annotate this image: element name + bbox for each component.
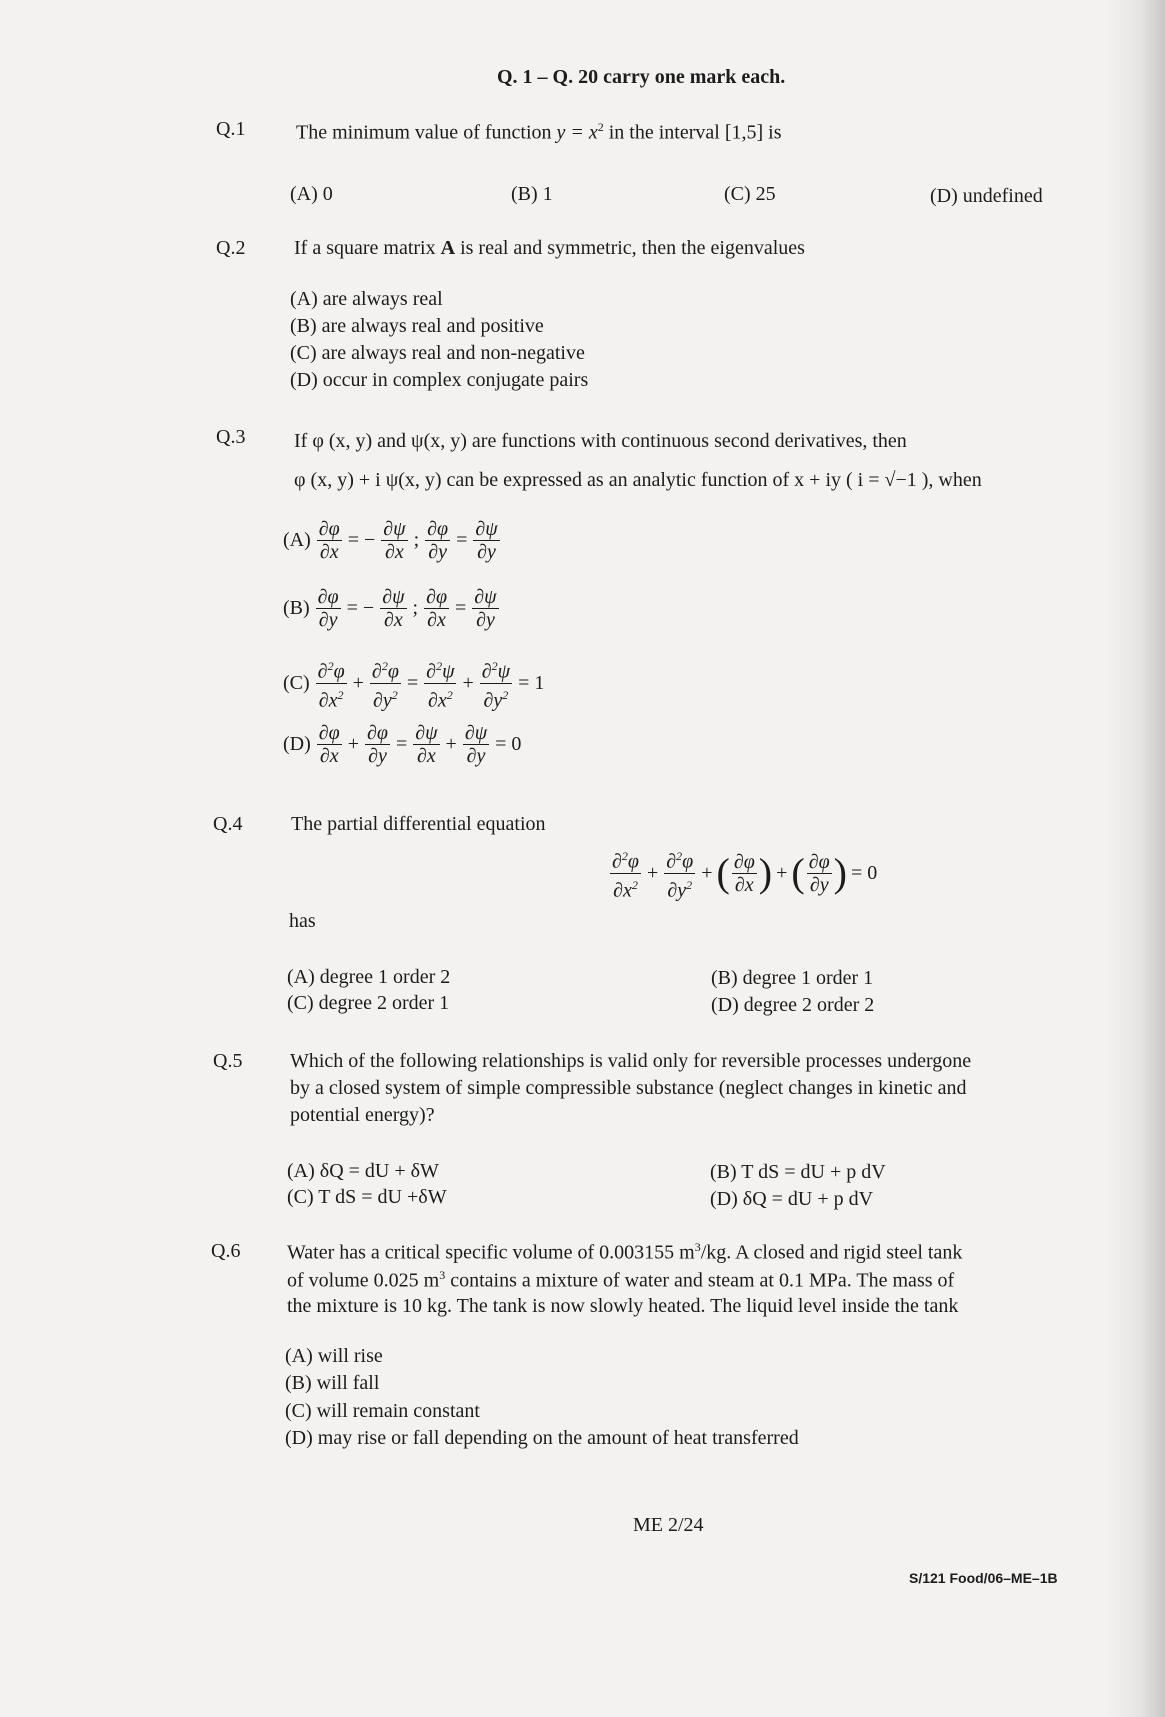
q4-has: has (289, 910, 316, 932)
document-code: S/121 Food/06–ME–1B (909, 1570, 1058, 1586)
q6-option-b[interactable]: (B) will fall (285, 1372, 380, 1394)
q1-option-d[interactable]: (D) undefined (930, 185, 1043, 207)
q1-option-b[interactable]: (B) 1 (511, 183, 553, 205)
q5-number: Q.5 (213, 1050, 243, 1072)
q4-option-c[interactable]: (C) degree 2 order 1 (287, 992, 450, 1014)
q2-number: Q.2 (216, 237, 246, 259)
q2-option-c[interactable]: (C) are always real and non-negative (290, 342, 585, 364)
section-header: Q. 1 – Q. 20 carry one mark each. (497, 66, 786, 88)
q4-option-d[interactable]: (D) degree 2 order 2 (711, 994, 875, 1016)
q2-option-b[interactable]: (B) are always real and positive (290, 315, 544, 337)
q1-number: Q.1 (216, 118, 246, 140)
q4-text: The partial differential equation (291, 813, 546, 835)
page-number: ME 2/24 (633, 1514, 704, 1536)
q4-equation: $\frac{\partial^2\varphi}{\partial x^2}$ + $\frac{\partial^2\varphi}{\partial y^2}$ + ( $\frac{\partial\varphi}{\partial x}$ ) + ( $\frac{\partial\varphi}{\partial y}$ ) = 0 (608, 845, 881, 901)
q6-option-d[interactable]: (D) may rise or fall depending on the amount of heat transferred (285, 1427, 799, 1449)
q4-option-b[interactable]: (B) degree 1 order 1 (711, 967, 874, 989)
q3-line1: If φ (x, y) and ψ(x, y) are functions with continuous second derivatives, then (294, 430, 907, 452)
q5-option-a[interactable]: (A) δQ = dU + δW (287, 1160, 439, 1182)
q4-option-a[interactable]: (A) degree 1 order 2 (287, 966, 451, 988)
q6-number: Q.6 (211, 1240, 241, 1262)
q1-option-a[interactable]: (A) 0 (290, 183, 333, 205)
q6-line1: Water has a critical specific volume of 0.003155 $m^3/kg$. A closed and rigid steel tank (287, 1240, 963, 1264)
q3-number: Q.3 (216, 426, 246, 448)
q2-text: If a square matrix A is real and symmetric, then the eigenvalues (294, 237, 805, 259)
page-edge-shadow (1105, 0, 1165, 1717)
q6-line3: the mixture is 10 kg. The tank is now slowly heated. The liquid level inside the tank (287, 1295, 959, 1317)
q5-option-b[interactable]: (B) T dS = dU + p dV (710, 1161, 886, 1183)
q5-line2: by a closed system of simple compressible substance (neglect changes in kinetic and (290, 1077, 967, 1099)
q6-option-c[interactable]: (C) will remain constant (285, 1400, 480, 1422)
q3-option-c[interactable]: (C) $\frac{\partial^2\varphi}{\partial x^2}$ + $\frac{\partial^2\varphi}{\partial y^2}$ = $\frac{\partial^2\psi}{\partial x^2}$ + $\frac{\partial^2\psi}{\partial y^2}$ = 1 (283, 655, 548, 711)
q3-line2: φ (x, y) + i ψ(x, y) can be expressed as an analytic function of x + iy ( i = √−1 ), when (294, 469, 982, 491)
q3-option-a[interactable]: (A) $\frac{\partial\varphi}{\partial x}$ = − $\frac{\partial\psi}{\partial x}$ ; $\frac{\partial\varphi}{\partial y}$ = $\frac{\partial\psi}{\partial y}$ (283, 518, 498, 563)
q1-text: The minimum value of function $y = x^2$ in the interval [1,5] is (296, 120, 782, 144)
q3-option-b[interactable]: (B) $\frac{\partial\varphi}{\partial y}$ = − $\frac{\partial\psi}{\partial x}$ ; $\frac{\partial\varphi}{\partial x}$ = $\frac{\partial\psi}{\partial y}$ (283, 586, 497, 631)
q2-option-a[interactable]: (A) are always real (290, 288, 443, 310)
q5-option-d[interactable]: (D) δQ = dU + p dV (710, 1188, 874, 1210)
q5-line1: Which of the following relationships is valid only for reversible processes undergone (290, 1050, 972, 1072)
q5-line3: potential energy)? (290, 1104, 435, 1126)
q6-line2: of volume 0.025 $m^3$ contains a mixture of water and steam at 0.1 MPa. The mass of (287, 1268, 955, 1292)
q3-option-d[interactable]: (D) $\frac{\partial\varphi}{\partial x}$ + $\frac{\partial\varphi}{\partial y}$ = $\frac{\partial\psi}{\partial x}$ + $\frac{\partial\psi}{\partial y}$ = 0 (283, 722, 522, 767)
q1-option-c[interactable]: (C) 25 (724, 183, 776, 205)
q5-option-c[interactable]: (C) T dS = dU +δW (287, 1186, 447, 1208)
q4-number: Q.4 (213, 813, 243, 835)
q6-option-a[interactable]: (A) will rise (285, 1345, 383, 1367)
q2-option-d[interactable]: (D) occur in complex conjugate pairs (290, 369, 589, 391)
